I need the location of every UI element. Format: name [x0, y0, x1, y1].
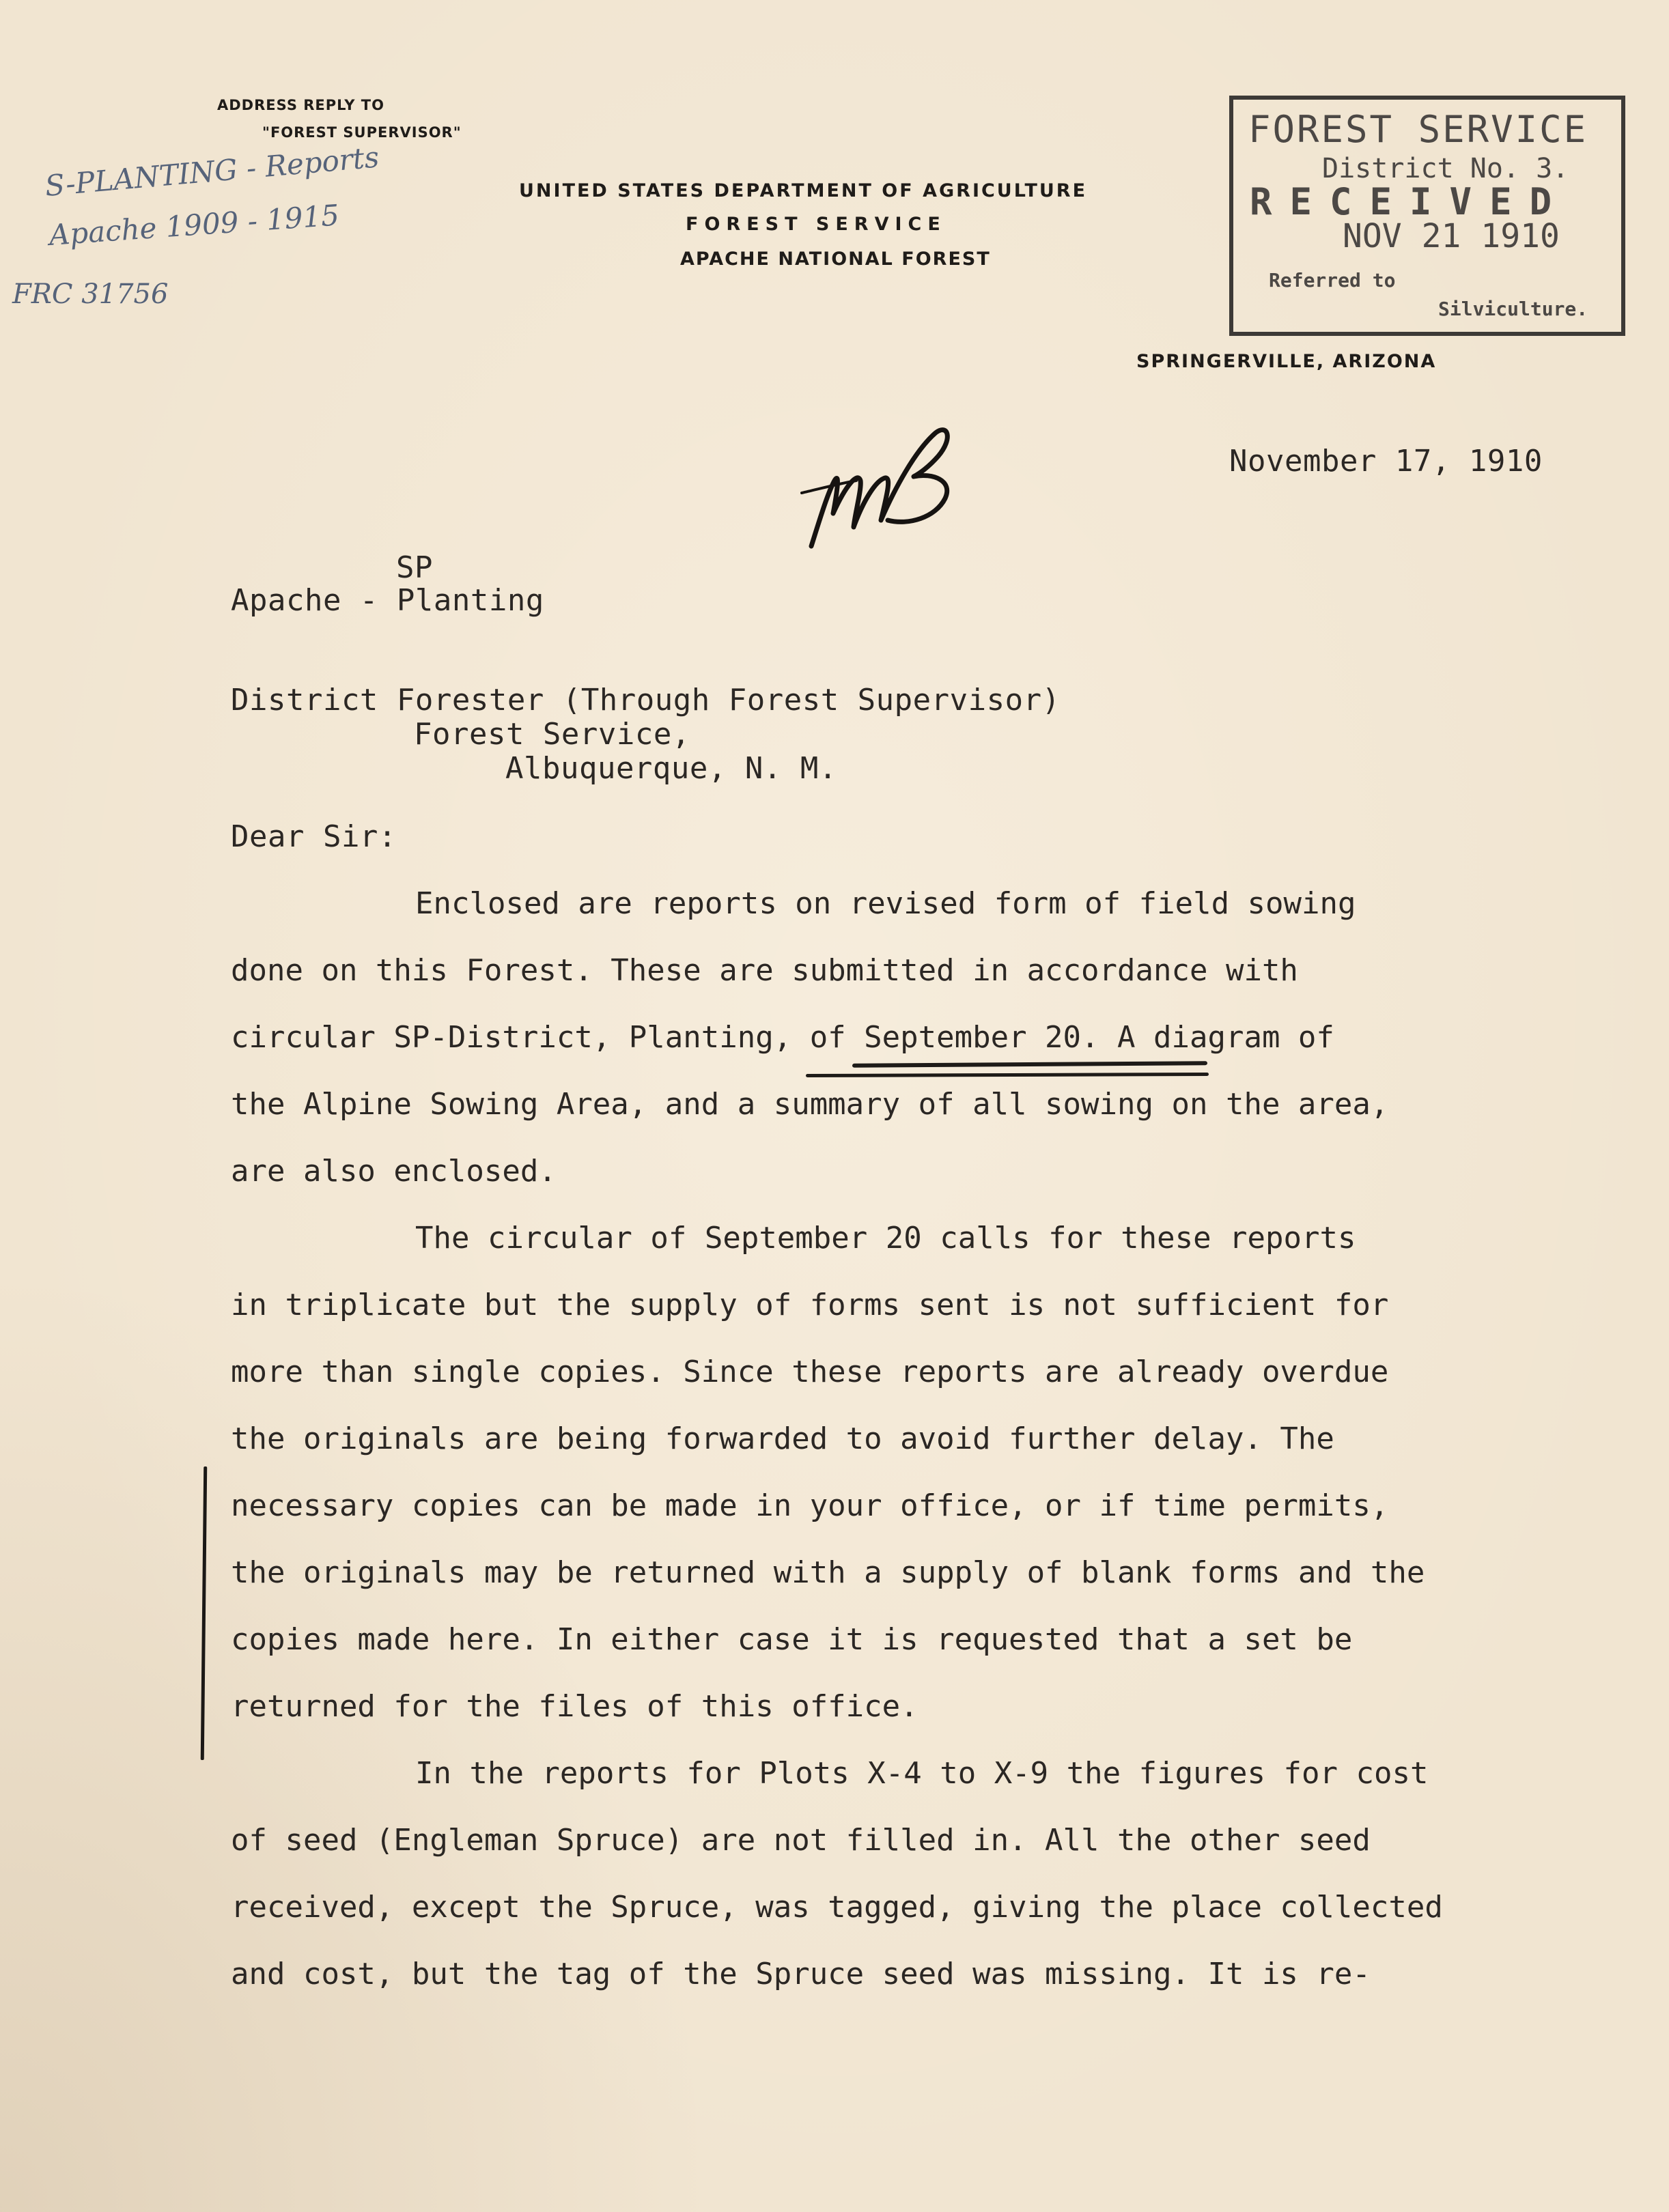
file-code: SP: [396, 550, 433, 585]
pen-underline-lower: [806, 1073, 1209, 1077]
body-line: In the reports for Plots X-4 to X-9 the figures for cost: [415, 1756, 1429, 1791]
body-line: copies made here. In either case it is requested that a set be: [231, 1622, 1353, 1657]
letter-date: November 17, 1910: [1229, 444, 1543, 479]
body-line: and cost, but the tag of the Spruce seed was missing. It is re-: [231, 1957, 1371, 1991]
body-line: necessary copies can be made in your office, or if time permits,: [231, 1488, 1389, 1523]
body-line: done on this Forest. These are submitted in accordance with: [231, 953, 1298, 988]
body-line: circular SP-District, Planting, of September 20. A diagram of: [231, 1020, 1334, 1055]
pen-underline-upper: [852, 1061, 1207, 1068]
body-line: Enclosed are reports on revised form of field sowing: [415, 886, 1356, 921]
body-line: the Alpine Sowing Area, and a summary of all sowing on the area,: [231, 1087, 1389, 1122]
received-stamp: [1229, 96, 1625, 336]
body-line: are also enclosed.: [231, 1154, 557, 1189]
body-line: in triplicate but the supply of forms sent is not sufficient for: [231, 1288, 1389, 1322]
stamp-referred-to: Silviculture.: [1438, 298, 1588, 320]
service-heading: FOREST SERVICE: [686, 214, 946, 235]
subject-line: Apache - Planting: [231, 583, 544, 618]
body-line: the originals may be returned with a supply of blank forms and the: [231, 1555, 1425, 1590]
recipient-line: District Forester (Through Forest Supervisor): [231, 683, 1061, 718]
department-heading: UNITED STATES DEPARTMENT OF AGRICULTURE: [519, 180, 1088, 201]
office-location: SPRINGERVILLE, ARIZONA: [1136, 351, 1437, 372]
recipient-organization: Forest Service,: [414, 717, 690, 752]
body-line: of seed (Engleman Spruce) are not filled in. All the other seed: [231, 1823, 1371, 1858]
forest-heading: APACHE NATIONAL FOREST: [680, 249, 991, 270]
address-reply-recipient: "FOREST SUPERVISOR": [262, 124, 462, 141]
salutation: Dear Sir:: [231, 819, 397, 854]
pencil-note-date-range: Apache 1909 - 1915: [48, 198, 341, 252]
body-line: returned for the files of this office.: [231, 1689, 918, 1724]
stamp-date: NOV 21 1910: [1343, 217, 1560, 255]
stamp-received: RECEIVED: [1250, 180, 1570, 223]
recipient-city: Albuquerque, N. M.: [505, 751, 837, 786]
body-line: received, except the Spruce, was tagged, giving the place collected: [231, 1890, 1443, 1925]
body-line: more than single copies. Since these reports are already overdue: [231, 1355, 1389, 1389]
margin-bracket-mark: [201, 1466, 208, 1760]
pencil-note-record-number: FRC 31756: [12, 279, 169, 310]
stamp-district: District No. 3.: [1322, 153, 1569, 184]
handwritten-initials: [792, 418, 977, 561]
address-reply-label: ADDRESS REPLY TO: [217, 97, 384, 113]
body-line: the originals are being forwarded to avoid further delay. The: [231, 1421, 1334, 1456]
stamp-referred-label: Referred to: [1269, 269, 1396, 292]
stamp-agency: FOREST SERVICE: [1248, 108, 1588, 151]
body-line: The circular of September 20 calls for these reports: [415, 1221, 1356, 1256]
pencil-note-file-category: S-PLANTING - Reports: [43, 140, 380, 203]
